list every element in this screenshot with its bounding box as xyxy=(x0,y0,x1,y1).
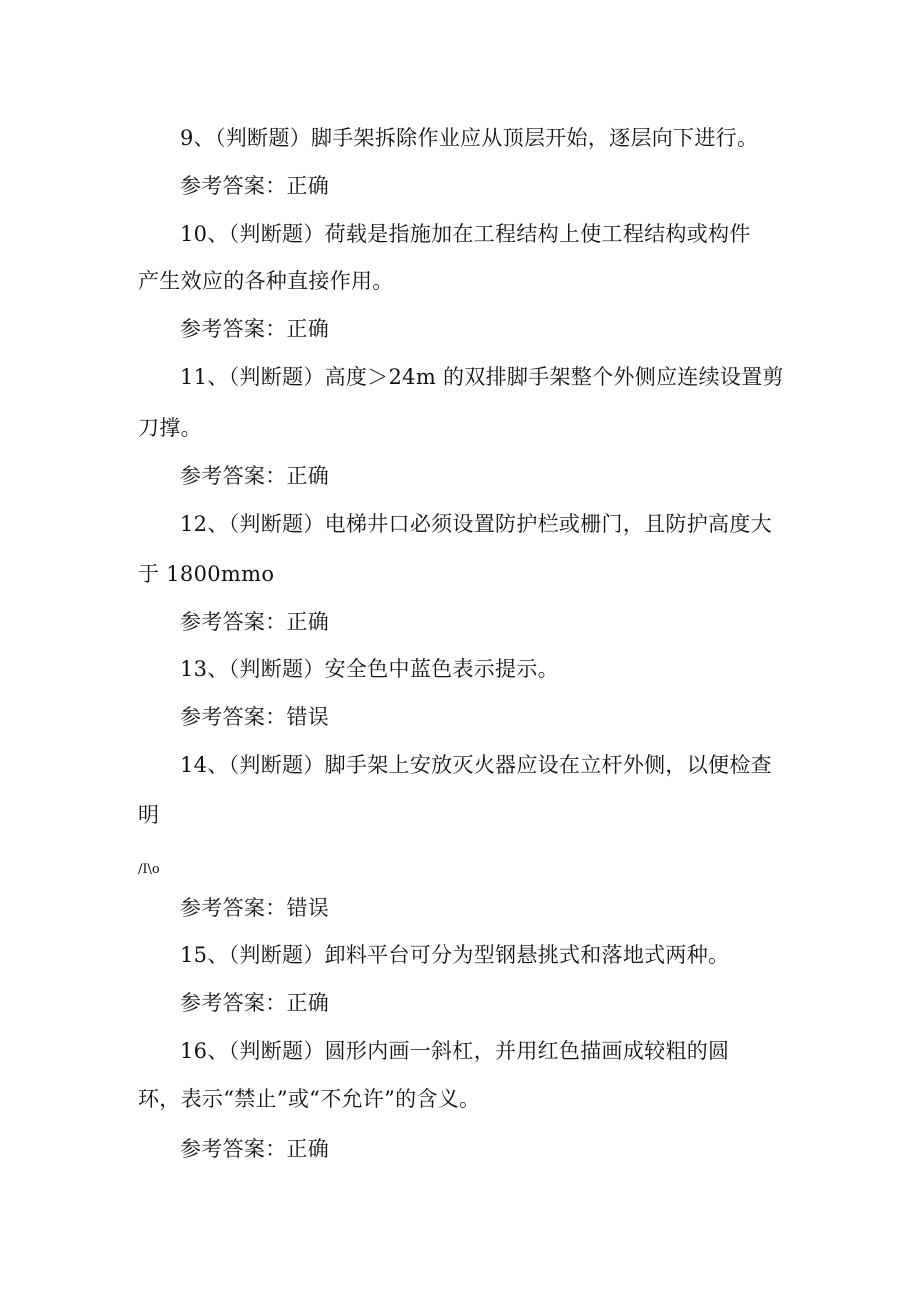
answer-9: 参考答案：正确 xyxy=(180,174,330,198)
question-11-line-2: 刀撑。 xyxy=(138,416,202,440)
question-11-line-1: 11、（判断题）高度＞24m 的双排脚手架整个外侧应连续设置剪 xyxy=(180,365,784,389)
answer-14: 参考答案：错误 xyxy=(180,896,330,920)
question-10-line-1: 10、（判断题）荷载是指施加在工程结构上使工程结构或构件 xyxy=(180,222,751,246)
question-10-line-2: 产生效应的各种直接作用。 xyxy=(138,269,394,293)
question-13: 13、（判断题）安全色中蓝色表示提示。 xyxy=(180,657,559,681)
answer-13: 参考答案：错误 xyxy=(180,705,330,729)
question-16-line-1: 16、（判断题）圆形内画一斜杠，并用红色描画成较粗的圆 xyxy=(180,1039,730,1063)
question-14-line-3: /I\o xyxy=(138,862,160,877)
question-15: 15、（判断题）卸料平台可分为型钢悬挑式和落地式两种。 xyxy=(180,943,730,967)
answer-12: 参考答案：正确 xyxy=(180,610,330,634)
question-12-line-2: 于 1800mmo xyxy=(138,562,275,586)
question-14-line-1: 14、（判断题）脚手架上安放灭火器应设在立杆外侧，以便检查 xyxy=(180,753,772,777)
answer-10: 参考答案：正确 xyxy=(180,317,330,341)
question-9: 9、（判断题）脚手架拆除作业应从顶层开始，逐层向下进行。 xyxy=(180,126,759,150)
answer-16: 参考答案：正确 xyxy=(180,1137,330,1161)
question-14-line-2: 明 xyxy=(138,803,160,827)
answer-11: 参考答案：正确 xyxy=(180,464,330,488)
answer-15: 参考答案：正确 xyxy=(180,991,330,1015)
question-16-line-2: 环，表示“禁止”或“不允许”的含义。 xyxy=(138,1087,481,1111)
question-12-line-1: 12、（判断题）电梯井口必须设置防护栏或栅门，且防护高度大 xyxy=(180,512,772,536)
